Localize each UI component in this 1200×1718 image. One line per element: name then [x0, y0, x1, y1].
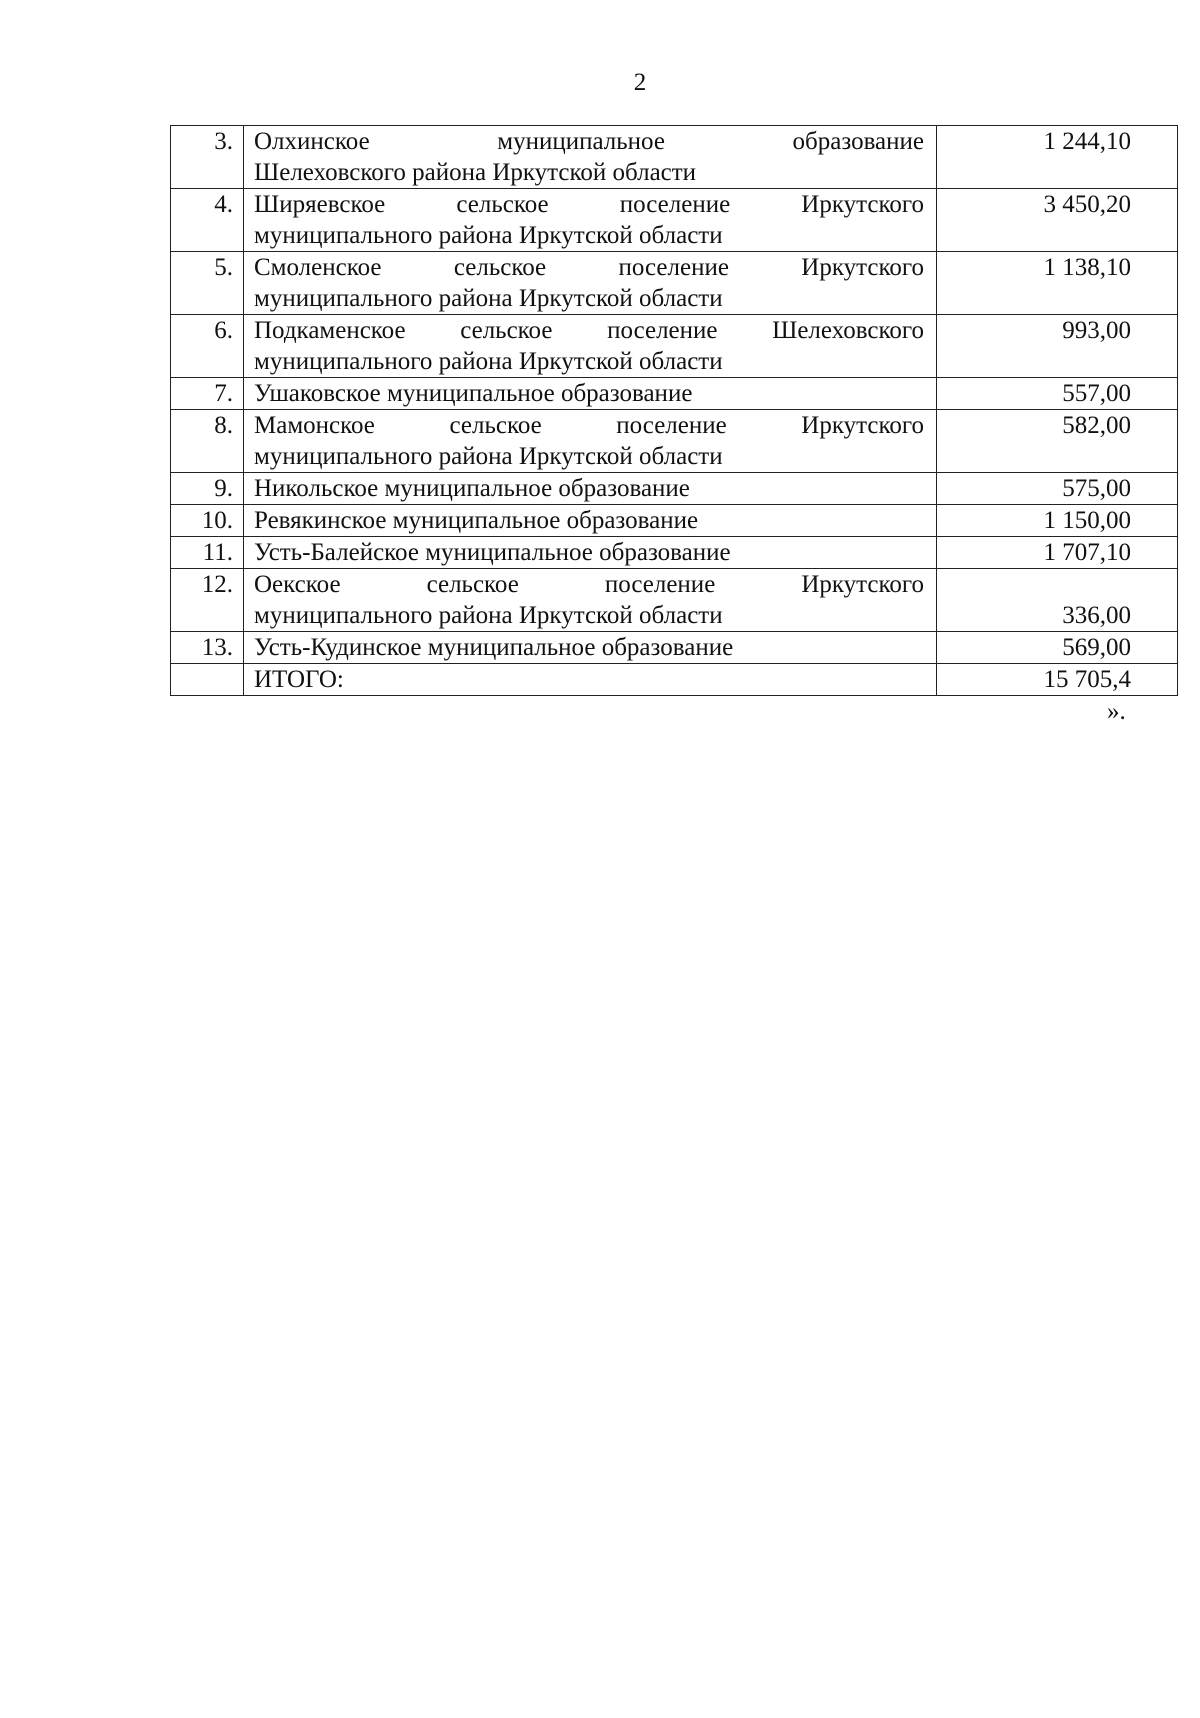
- page-number: 2: [633, 69, 647, 96]
- amount: 993,00: [937, 315, 1178, 378]
- amount: 575,00: [937, 473, 1178, 505]
- row-number: 4.: [171, 189, 244, 252]
- municipality-name-line: Никольское муниципальное образование: [254, 475, 690, 502]
- row-number: 8.: [171, 410, 244, 473]
- table-row: [171, 569, 1178, 632]
- allocation-table: [170, 125, 1178, 696]
- table-row: [171, 537, 1178, 569]
- total-row: [171, 664, 1178, 696]
- municipality-name-line: Усть-Кудинское муниципальное образование: [254, 634, 734, 661]
- municipality-name: [244, 252, 937, 315]
- table-row: [171, 505, 1178, 537]
- municipality-name-line: муниципального района Иркутской области: [254, 285, 723, 312]
- municipality-name: [244, 378, 937, 410]
- municipality-name: [244, 315, 937, 378]
- municipality-name: [244, 473, 937, 505]
- municipality-name-line: Ширяевское сельское поселение Иркутского: [254, 191, 924, 218]
- amount: 1 138,10: [937, 252, 1178, 315]
- municipality-name-line: муниципального района Иркутской области: [254, 348, 723, 375]
- table-row: [171, 473, 1178, 505]
- table-row: [171, 126, 1178, 189]
- municipality-name-line: муниципального района Иркутской области: [254, 443, 723, 470]
- municipality-name: [244, 126, 937, 189]
- municipality-name-line: Ревякинское муниципальное образование: [254, 507, 699, 534]
- row-number: 12.: [171, 569, 244, 632]
- table-row: [171, 632, 1178, 664]
- table-row: [171, 378, 1178, 410]
- row-number: 7.: [171, 378, 244, 410]
- amount: 582,00: [937, 410, 1178, 473]
- municipality-name: [244, 537, 937, 569]
- municipality-name-line: Усть-Балейское муниципальное образование: [254, 539, 731, 566]
- municipality-name: [244, 505, 937, 537]
- municipality-name-line: Ушаковское муниципальное образование: [254, 380, 693, 407]
- total-label: ИТОГО:: [244, 664, 937, 696]
- row-number: 5.: [171, 252, 244, 315]
- row-number: 9.: [171, 473, 244, 505]
- row-number: 3.: [171, 126, 244, 189]
- municipality-name: [244, 569, 937, 632]
- municipality-name: [244, 189, 937, 252]
- municipality-name-line: муниципального района Иркутской области: [254, 222, 723, 249]
- closing-quote: ».: [1107, 698, 1126, 725]
- municipality-name: [244, 410, 937, 473]
- row-number: 13.: [171, 632, 244, 664]
- table-row: [171, 252, 1178, 315]
- table-row: [171, 410, 1178, 473]
- row-number: 10.: [171, 505, 244, 537]
- amount: 1 707,10: [937, 537, 1178, 569]
- municipality-name-line: Шелеховского района Иркутской области: [254, 159, 697, 186]
- amount: 336,00: [937, 569, 1178, 632]
- municipality-name-line: Мамонское сельское поселение Иркутского: [254, 412, 924, 439]
- row-number: 11.: [171, 537, 244, 569]
- table-row: [171, 189, 1178, 252]
- municipality-name: [244, 632, 937, 664]
- total-number-cell: [171, 664, 244, 696]
- municipality-name-line: Подкаменское сельское поселение Шелеховского: [254, 317, 924, 344]
- municipality-name-line: муниципального района Иркутской области: [254, 602, 723, 629]
- row-number: 6.: [171, 315, 244, 378]
- municipality-name-line: Оекское сельское поселение Иркутского: [254, 571, 924, 598]
- amount: 569,00: [937, 632, 1178, 664]
- table-row: [171, 315, 1178, 378]
- amount: 1 150,00: [937, 505, 1178, 537]
- municipality-name-line: Олхинское муниципальное образование: [254, 128, 924, 155]
- table-body: [171, 126, 1178, 696]
- total-amount: 15 705,4: [937, 664, 1178, 696]
- amount: 3 450,20: [937, 189, 1178, 252]
- municipality-name-line: Смоленское сельское поселение Иркутского: [254, 254, 924, 281]
- amount: 1 244,10: [937, 126, 1178, 189]
- amount: 557,00: [937, 378, 1178, 410]
